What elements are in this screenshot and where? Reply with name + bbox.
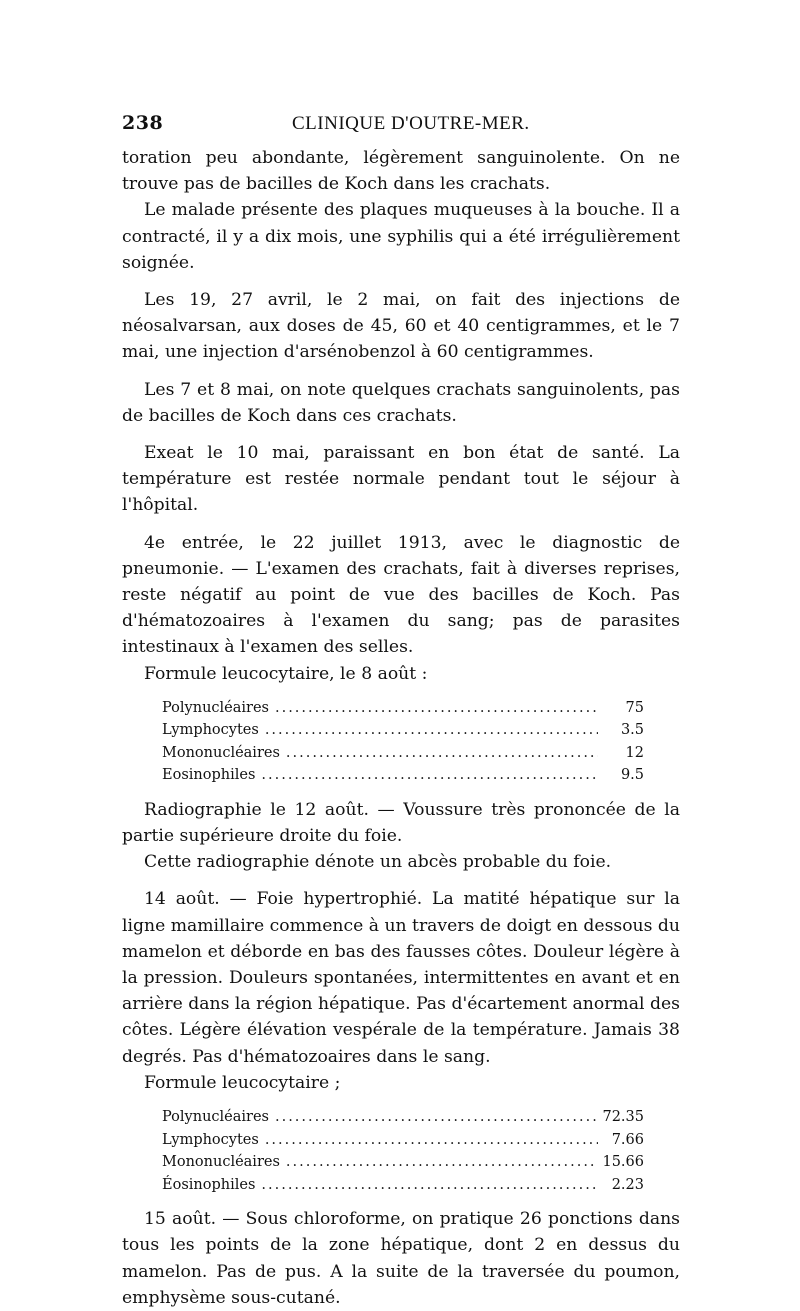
table-row	[162, 1174, 644, 1197]
leucocyte-table-2	[162, 1106, 644, 1196]
table-row	[162, 719, 644, 742]
table-row	[162, 742, 644, 765]
running-title: CLINIQUE D'OUTRE-MER.	[292, 113, 530, 134]
paragraph-10: 14 août. — Foie hypertrophié. La matité hépatique sur la ligne mamillaire commence à un travers de doigt en dessous du mamelon et déborde en bas des fausses côtes. Douleur légère à la pression. Douleurs spontanées, intermittentes en avant et en arrière dans la région hépatique. Pas d'écartement anormal des côtes. Légère élévation vespérale de la température. Jamais 38 degrés. Pas d'hématozoaires dans le sang.	[122, 889, 680, 1067]
leader-dots	[261, 764, 598, 787]
formula-label-2: Formule leucocytaire ;	[144, 1072, 341, 1093]
running-header	[122, 112, 680, 135]
leader-dots	[265, 1129, 598, 1152]
cell-name: Lymphocytes	[162, 722, 259, 739]
table-row	[162, 1151, 644, 1174]
paragraph-2: Le malade présente des plaques muqueuses à la bouche. Il a contracté, il y a dix mois, une syphilis qui a été irrégulièrement soignée.	[122, 200, 680, 273]
paragraph-1: toration peu abondante, légèrement sanguinolente. On ne trouve pas de bacilles de Koch dans les crachats.	[122, 148, 680, 195]
cell-name: Polynucléaires	[162, 1109, 269, 1126]
cell-name: Lymphocytes	[162, 1131, 259, 1148]
paragraph-5: Exeat le 10 mai, paraissant en bon état de santé. La température est restée normale pendant tout le séjour à l'hôpital.	[122, 443, 680, 516]
table-row	[162, 764, 644, 787]
leader-dots	[265, 719, 598, 742]
leader-dots	[275, 1106, 597, 1129]
cell-value: 9.5	[620, 767, 644, 784]
cell-name: Éosinophiles	[162, 1176, 256, 1193]
leader-dots	[286, 1151, 597, 1174]
paragraph-6: 4e entrée, le 22 juillet 1913, avec le diagnostic de pneumonie. — L'examen des crachats, fait à diverses reprises, reste négatif au point de vue des bacilles de Koch. Pas d'hématozoaires à l'examen du sang; pas de parasites intestinaux à l'examen des selles.	[122, 532, 680, 658]
cell-name: Eosinophiles	[162, 767, 256, 784]
cell-value: 7.66	[611, 1131, 644, 1148]
leader-dots	[286, 742, 598, 765]
table-row	[162, 697, 644, 720]
paragraph-9: Cette radiographie dénote un abcès probable du foie.	[144, 852, 612, 873]
cell-name: Polynucléaires	[162, 699, 269, 716]
formula-label-1: Formule leucocytaire, le 8 août :	[144, 663, 428, 684]
paragraph-3: Les 19, 27 avril, le 2 mai, on fait des injections de néosalvarsan, aux doses de 45, 60 et 40 centigrammes, et le 7 mai, une injection d'arsénobenzol à 60 centigrammes.	[122, 290, 680, 363]
leader-dots	[275, 697, 598, 720]
table-row	[162, 1106, 644, 1129]
paragraph-4: Les 7 et 8 mai, on note quelques crachats sanguinolents, pas de bacilles de Koch dans ces crachats.	[122, 379, 680, 426]
leader-dots	[261, 1174, 598, 1197]
paragraph-8: Radiographie le 12 août. — Voussure très prononcée de la partie supérieure droite du foie.	[122, 799, 680, 847]
table-row	[162, 1129, 644, 1152]
cell-name: Mononucléaires	[162, 1154, 280, 1171]
cell-value: 15.66	[602, 1154, 644, 1171]
cell-value: 2.23	[611, 1176, 644, 1193]
cell-value: 3.5	[620, 722, 644, 739]
cell-value: 72.35	[602, 1109, 644, 1126]
leucocyte-table-1	[162, 697, 644, 787]
page-number: 238	[122, 112, 164, 134]
cell-value: 12	[625, 744, 644, 761]
paragraph-12: 15 août. — Sous chloroforme, on pratique 26 ponctions dans tous les points de la zone hépatique, dont 2 en dessus du mamelon. Pas de pus. A la suite de la traversée du poumon, emphysème sous-cutané.	[122, 1209, 680, 1308]
cell-value: 75	[625, 699, 644, 716]
cell-name: Mononucléaires	[162, 744, 280, 761]
